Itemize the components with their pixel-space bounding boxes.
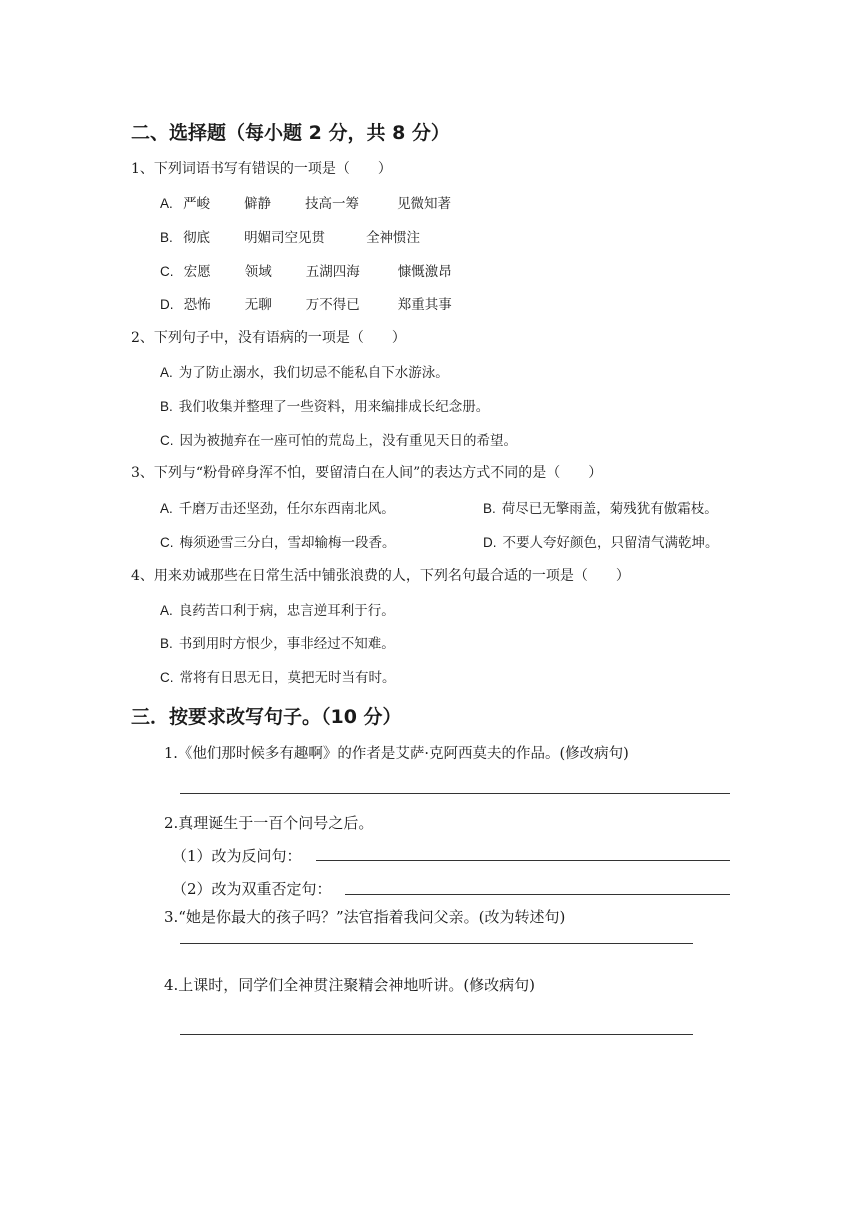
question-2-option-c[interactable]	[160, 429, 517, 449]
option-label: C.	[160, 535, 174, 550]
option-label: A.	[160, 603, 173, 618]
question-1-option-b[interactable]	[160, 226, 420, 246]
option-text: 千磨万击还坚劲，任尔东西南北风。	[178, 501, 395, 517]
option-text: 良药苦口利于病，忠言逆耳利于行。	[178, 603, 395, 619]
section-title-choice: 二、选择题（每小题 2 分，共 8 分）	[131, 122, 450, 144]
question-1-option-d[interactable]	[160, 293, 452, 313]
option-label: C.	[160, 264, 174, 279]
option-word: 见微知著	[397, 196, 452, 212]
question-4-option-b[interactable]	[160, 632, 395, 652]
rewrite-question-2: 2.真理诞生于一百个问号之后。	[164, 814, 374, 832]
rewrite-question-3: 3.“她是你最大的孩子吗？”法官指着我问父亲。(改为转述句)	[164, 908, 566, 926]
option-word: 郑重其事	[397, 297, 452, 313]
option-word: 恐怖	[183, 297, 211, 313]
question-2-stem: 2、下列句子中，没有语病的一项是（ ）	[131, 330, 406, 346]
question-4-option-c[interactable]	[160, 666, 396, 686]
option-text: 荷尽已无擎雨盖，菊残犹有傲霜枝。	[501, 501, 718, 517]
question-2-option-a[interactable]	[160, 361, 449, 381]
rewrite-question-1: 1.《他们那时候多有趣啊》的作者是艾萨·克阿西莫夫的作品。(修改病句)	[164, 746, 629, 762]
question-3-option-a[interactable]	[160, 497, 395, 517]
answer-line-1[interactable]	[180, 793, 730, 794]
option-word: 宏愿	[183, 264, 211, 280]
option-text: 书到用时方恨少，事非经过不知难。	[178, 636, 395, 652]
option-label: A.	[160, 365, 173, 380]
question-1-option-c[interactable]	[160, 260, 452, 280]
question-2-option-b[interactable]	[160, 395, 489, 415]
option-word: 慷慨激昂	[397, 264, 452, 280]
answer-line-3[interactable]	[180, 943, 693, 944]
answer-line-4[interactable]	[180, 1034, 693, 1035]
option-label: D.	[483, 535, 497, 550]
answer-line-2a[interactable]	[316, 860, 730, 861]
question-4-option-a[interactable]	[160, 599, 395, 619]
question-3-option-b[interactable]	[483, 497, 718, 517]
question-3-stem: 3、下列与“粉骨碎身浑不怕，要留清白在人间”的表达方式不同的是（ ）	[131, 465, 603, 481]
rewrite-question-2-part-1: （1）改为反问句：	[172, 847, 302, 865]
option-text: 常将有日思无日，莫把无时当有时。	[179, 670, 396, 686]
question-4-stem: 4、用来劝诫那些在日常生活中铺张浪费的人，下列名句最合适的一项是（ ）	[131, 568, 630, 584]
question-3-option-d[interactable]	[483, 531, 719, 551]
option-text: 为了防止溺水，我们切忌不能私自下水游泳。	[178, 365, 449, 381]
rewrite-question-2-part-2: （2）改为双重否定句：	[172, 880, 332, 898]
option-text: 梅须逊雪三分白，雪却输梅一段香。	[179, 535, 396, 551]
option-word: 僻静	[244, 196, 272, 212]
option-word: 严峻	[183, 196, 211, 212]
option-text: 不要人夸好颜色，只留清气满乾坤。	[502, 535, 719, 551]
question-1-stem: 1、下列词语书写有错误的一项是（ ）	[131, 161, 392, 177]
option-word: 明媚司空见贯	[244, 230, 326, 246]
option-word: 彻底	[183, 230, 211, 246]
option-text: 因为被抛弃在一座可怕的荒岛上，没有重见天日的希望。	[179, 433, 517, 449]
option-label: B.	[483, 501, 496, 516]
rewrite-question-4: 4.上课时，同学们全神贯注聚精会神地听讲。(修改病句)	[164, 976, 536, 994]
option-text: 我们收集并整理了一些资料，用来编排成长纪念册。	[178, 399, 490, 415]
option-word: 五湖四海	[305, 264, 360, 280]
option-label: B.	[160, 230, 173, 245]
option-word: 无聊	[244, 297, 272, 313]
option-label: A.	[160, 196, 173, 211]
answer-line-2b[interactable]	[345, 894, 730, 895]
option-word: 领域	[244, 264, 272, 280]
question-3-option-c[interactable]	[160, 531, 396, 551]
question-1-option-a[interactable]	[160, 192, 451, 212]
option-word: 万不得已	[305, 297, 360, 313]
option-word: 技高一筹	[305, 196, 360, 212]
option-label: C.	[160, 433, 174, 448]
option-word: 全神惯注	[366, 230, 421, 246]
section-title-rewrite: 三．按要求改写句子。（10 分）	[131, 706, 402, 728]
option-label: D.	[160, 297, 174, 312]
option-label: B.	[160, 399, 173, 414]
option-label: B.	[160, 636, 173, 651]
option-label: A.	[160, 501, 173, 516]
option-label: C.	[160, 670, 174, 685]
